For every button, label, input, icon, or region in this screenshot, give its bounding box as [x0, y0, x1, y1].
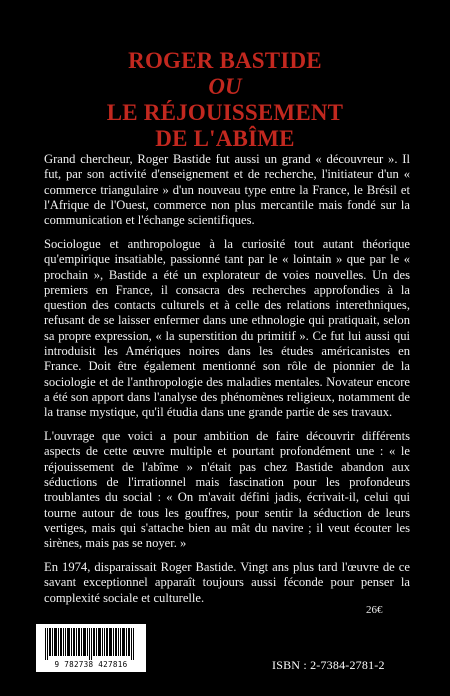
- paragraph-4: En 1974, disparaissait Roger Bastide. Vingt ans plus tard l'œuvre de ce savant exceptionnel apparaît toujours aussi féconde pour penser la complexité sociale et culturelle.: [44, 559, 410, 605]
- paragraph-2: Sociologue et anthropologue à la curiosité tout autant théorique qu'empirique insatiable, passionné tant par le « lointain » que par le « prochain », Bastide a été un explorateur de voies nouvelles. Un des premiers en France, il consacra des recherches approfondies à la question des contacts culturels et à celle des relations interethniques, refusant de se laisser enfermer dans une ethnologie qui pratiquait, selon sa propre expression, « la superstition du primitif ». Ce fut lui aussi qui introduisit les Amériques noires dans les études américanistes en France. Doit être également mentionné son rôle de pionnier de la sociologie et de l'anthropologie des maladies mentales. Novateur encore a été son apport dans l'analyse des phénomènes religieux, notamment de la transe mystique, qu'il étudia dans une grande partie de ses travaux.: [44, 236, 410, 420]
- blurb-text: [44, 152, 410, 614]
- paragraph-1: Grand chercheur, Roger Bastide fut aussi un grand « découvreur ». Il fut, par son activité d'enseignement et de recherche, l'initiateur d'un « commerce triangulaire » d'un nouveau type entre la France, le Brésil et l'Afrique de l'Ouest, commerce non plus mercantile mais fondé sur la communication et l'échange scientifiques.: [44, 152, 410, 228]
- price-label: 26€: [366, 604, 383, 616]
- title-line-abime: DE L'ABÎME: [155, 126, 295, 151]
- title-conjunction: OU: [208, 74, 242, 99]
- book-title: [0, 48, 450, 152]
- barcode: [36, 624, 146, 672]
- barcode-bars: [45, 628, 137, 660]
- isbn-label: ISBN : 2-7384-2781-2: [272, 658, 385, 672]
- title-line-rejouissement: LE RÉJOUISSEMENT: [106, 100, 344, 125]
- title-author: ROGER BASTIDE: [128, 48, 322, 73]
- paragraph-3: L'ouvrage que voici a pour ambition de faire découvrir différents aspects de cette œuvre multiple et pourtant profondément une : « le réjouissement de l'abîme » n'était pas chez Bastide abandon aux séductions de l'irrationnel mais fascination pour les profondeurs troublantes du social : « On m'avait défini jadis, écrivait-il, celui qui tourne autour de tous les gouffres, pour sentir la séduction de leurs vertiges, mais qui s'attache bien au mât du navire ; il veut écouter les sirènes, mais pas se noyer. »: [44, 429, 410, 551]
- barcode-digits: 9 782738 427816: [54, 660, 128, 669]
